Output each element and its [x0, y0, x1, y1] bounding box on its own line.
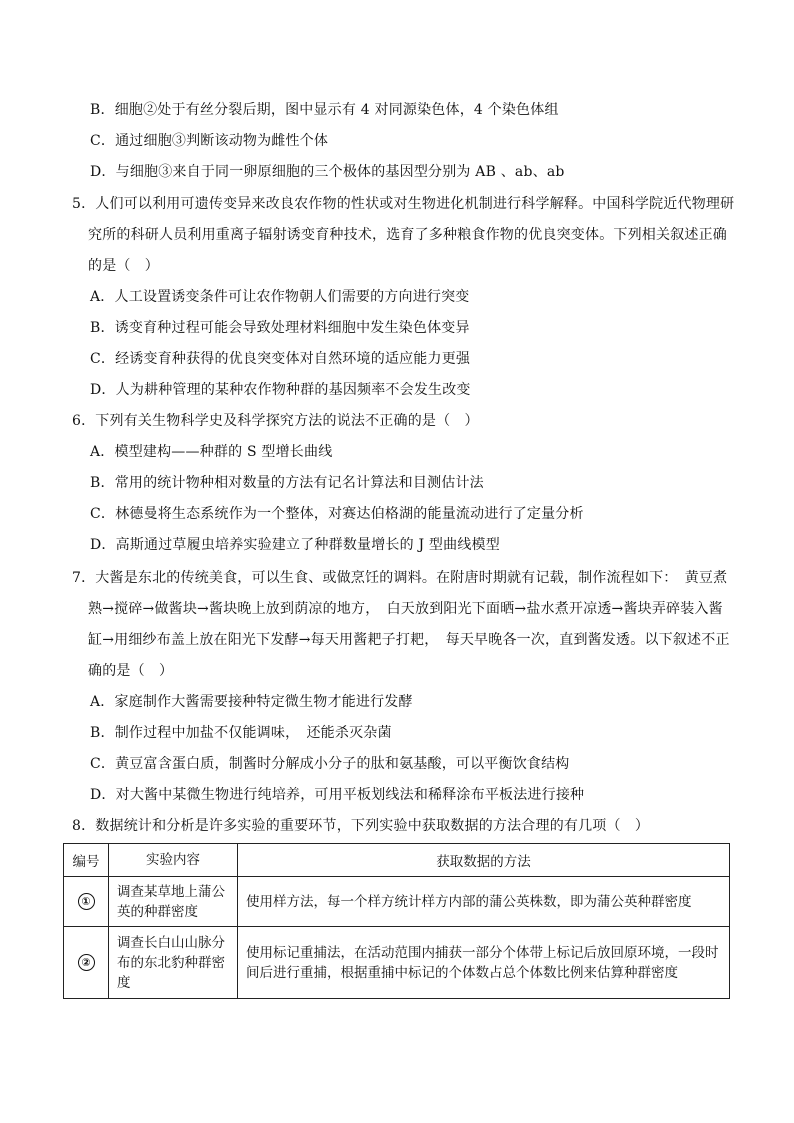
header-number: 编号	[64, 844, 109, 877]
table-row	[64, 877, 730, 927]
row-content: 调查某草地上蒲公英的种群密度	[109, 877, 238, 927]
header-content: 实验内容	[109, 844, 238, 877]
table-header-row	[64, 844, 730, 877]
q5-stem-line-2: 究所的科研人员利用重离子辐射诱变育种技术，选育了多种粮食作物的优良突变体。下列相关叙述正确	[88, 227, 727, 243]
q5-option-d: D．人为耕种管理的某种农作物种群的基因频率不会发生改变	[90, 382, 471, 398]
q4-option-c: C．通过细胞③判断该动物为雌性个体	[90, 133, 329, 149]
q6-option-c: C．林德曼将生态系统作为一个整体，对赛达伯格湖的能量流动进行了定量分析	[90, 506, 584, 522]
row-method: 使用样方法，每一个样方统计样方内部的蒲公英株数，即为蒲公英种群密度	[238, 877, 730, 927]
row-number-cell	[64, 877, 109, 927]
table-row	[64, 927, 730, 999]
q6-option-d: D．高斯通过草履虫培养实验建立了种群数量增长的 J 型曲线模型	[90, 537, 500, 553]
row-number-cell	[64, 927, 109, 999]
q5-stem-line-1: 5．人们可以利用可遗传变异来改良农作物的性状或对生物进化机制进行科学解释。中国科学院近代物理研	[72, 196, 735, 212]
q5-option-b: B．诱变育种过程可能会导致处理材料细胞中发生染色体变异	[90, 320, 470, 336]
row-number: ②	[78, 954, 95, 971]
q7-option-d: D．对大酱中某微生物进行纯培养，可用平板划线法和稀释涂布平板法进行接种	[90, 787, 585, 803]
q7-stem-line-4: 确的是（ ）	[88, 663, 174, 679]
q5-stem-line-3: 的是（ ）	[88, 258, 159, 274]
q5-option-a: A．人工设置诱变条件可让农作物朝人们需要的方向进行突变	[90, 289, 470, 305]
row-number: ①	[78, 893, 95, 910]
q7-stem-line-1: 7．大酱是东北的传统美食，可以生食、或做烹饪的调料。在附唐时期就有记载，制作流程如下： 黄豆煮	[72, 570, 728, 586]
q7-option-b: B．制作过程中加盐不仅能调味， 还能杀灭杂菌	[90, 725, 392, 741]
header-method: 获取数据的方法	[238, 844, 730, 877]
q8-table	[63, 843, 730, 999]
q7-stem-line-3: 缸→用细纱布盖上放在阳光下发酵→每天用酱耙子打耙， 每天早晚各一次，直到酱发透。以下叙述不正	[88, 632, 730, 648]
q6-stem: 6．下列有关生物科学史及科学探究方法的说法不正确的是（ ）	[72, 413, 479, 429]
q5-option-c: C．经诱变育种获得的优良突变体对自然环境的适应能力更强	[90, 351, 471, 367]
q7-option-c: C．黄豆富含蛋白质，制酱时分解成小分子的肽和氨基酸，可以平衡饮食结构	[90, 756, 570, 772]
q8-stem: 8．数据统计和分析是许多实验的重要环节，下列实验中获取数据的方法合理的有几项（ ）	[72, 818, 650, 834]
q7-stem-line-2: 熟→搅碎→做酱块→酱块晚上放到荫凉的地方， 白天放到阳光下面晒→盐水煮开凉透→酱块弄碎装入酱	[88, 601, 723, 617]
q6-option-a: A．模型建构——种群的 S 型增长曲线	[90, 444, 333, 460]
q4-option-b: B．细胞②处于有丝分裂后期，图中显示有 4 对同源染色体，4 个染色体组	[90, 102, 559, 118]
q6-option-b: B．常用的统计物种相对数量的方法有记名计算法和目测估计法	[90, 475, 484, 491]
q4-option-d: D．与细胞③来自于同一卵原细胞的三个极体的基因型分别为 AB 、ab、ab	[90, 164, 565, 180]
q7-option-a: A．家庭制作大酱需要接种特定微生物才能进行发酵	[90, 694, 413, 710]
row-method: 使用标记重捕法，在活动范围内捕获一部分个体带上标记后放回原环境，一段时间后进行重捕，根据重捕中标记的个体数占总个体数比例来估算种群密度	[238, 927, 730, 999]
row-content: 调查长白山山脉分布的东北豹种群密度	[109, 927, 238, 999]
